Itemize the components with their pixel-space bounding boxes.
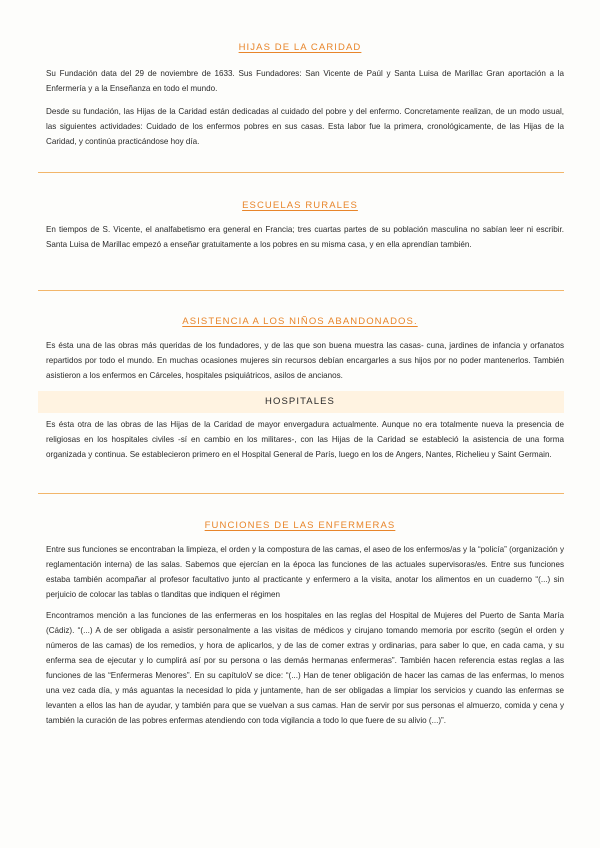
paragraph-hijas-2: Desde su fundación, las Hijas de la Caridad están dedicadas al cuidado del pobre y del enfermo. Concretamente realizan, de un modo usual, las siguientes actividades: Cuidado de los enfermos pobres en sus casas. Esta labor fue la primera, cronológicamente, de las Hijas de la Caridad, y continúa practicándose hoy día. [46, 107, 564, 146]
paragraph-asistencia-1: Es ésta una de las obras más queridas de los fundadores, y de las que son buena muestra las casas- cuna, jardines de infancia y orfanatos repartidos por todo el mundo. En muchas ocasiones mujeres sin recursos debían encargarles a sus hijos por no poder mantenerlos. También asistieron a los enfermos en Cárceles, hospitales psiquiátricos, asilos de ancianos. [46, 341, 564, 380]
paragraph-escuelas-1: En tiempos de S. Vicente, el analfabetismo era general en Francia; tres cuartas partes de su población masculina no sabían leer ni escribir. Santa Luisa de Marillac empezó a enseñar gratuitamente a los pobres en su misma casa, y en ella aprendían también. [46, 225, 564, 249]
section-title-funciones: FUNCIONES DE LAS ENFERMERAS [204, 520, 396, 531]
section-title-escuelas: ESCUELAS RURALES [242, 200, 358, 211]
section-divider [38, 290, 564, 291]
paragraph-hospitales-1: Es ésta otra de las obras de las Hijas de la Caridad de mayor envergadura actualmente. Aunque no era totalmente nueva la presencia de religiosas en los hospitales civiles -sí en cambio en los militares-, con las Hijas de la Caridad se estableció la asistencia de una forma organizada y continua. Se establecieron primero en el Hospital General de París, luego en los de Angers, Nantes, Richelieu y Saint Germain. [46, 420, 564, 459]
section-title-hospitales: HOSPITALES [265, 396, 335, 407]
section-divider [38, 493, 564, 494]
paragraph-funciones-1: Entre sus funciones se encontraban la limpieza, el orden y la compostura de las camas, el aseo de los enfermos/as y la “policía” (organización y reglamentación interna) de las salas. Sabemos que ejercían en la época las funciones de las actuales supervisoras/es. Entre sus funciones estaba también acompañar al profesor facultativo junto al practicante y enfermero a la visita, anotar los alimentos en un cuaderno “(...) sin perjuicio de colocar las tablas o tlanditas que indiquen el régimen [46, 545, 564, 599]
paragraph-funciones-2: Encontramos mención a las funciones de las enfermeras en los hospitales en las reglas del Hospital de Mujeres del Puerto de Santa María (Cádiz). “(...) A de ser obligada a asistir personalmente a las visitas de médicos y cirujano tomando memoria por escrito (según el orden y números de las camas) de los remedios, y hora de aplicarlos, y de las de comer extras y ordinarias, para saber lo que, en cada cama, y su enferma sea de ejecutar y lo cumplirá así por su persona o las demás hermanas enfermeras”. También hacen referencia estas reglas a las funciones de las “Enfermeras Menores”. En su capítuloV se dice: “(...) Han de tener obligación de hacer las camas de las enfermas, lo menos una vez cada día, y más aguantas la necesidad lo pida y juntamente, han de ser obligadas a limpiar los servicios y cuando las enfermas se levanten a ellos las han de ayudar, y también para que se vuelvan a sus camas. Han de servir por sus personas el almuerzo, comida y cena y también la curación de las pobres enfermas atendiendo con toda vigilancia a todo lo que fuere de su alivio (...)”. [46, 611, 564, 725]
paragraph-hijas-1: Su Fundación data del 29 de noviembre de 1633. Sus Fundadores: San Vicente de Paúl y Santa Luisa de Marillac Gran aportación a la Enfermería y a la Enseñanza en todo el mundo. [46, 69, 564, 93]
section-divider [38, 172, 564, 173]
section-title-hijas: HIJAS DE LA CARIDAD [238, 42, 362, 53]
section-title-asistencia: ASISTENCIA A LOS NIÑOS ABANDONADOS. [182, 316, 418, 327]
